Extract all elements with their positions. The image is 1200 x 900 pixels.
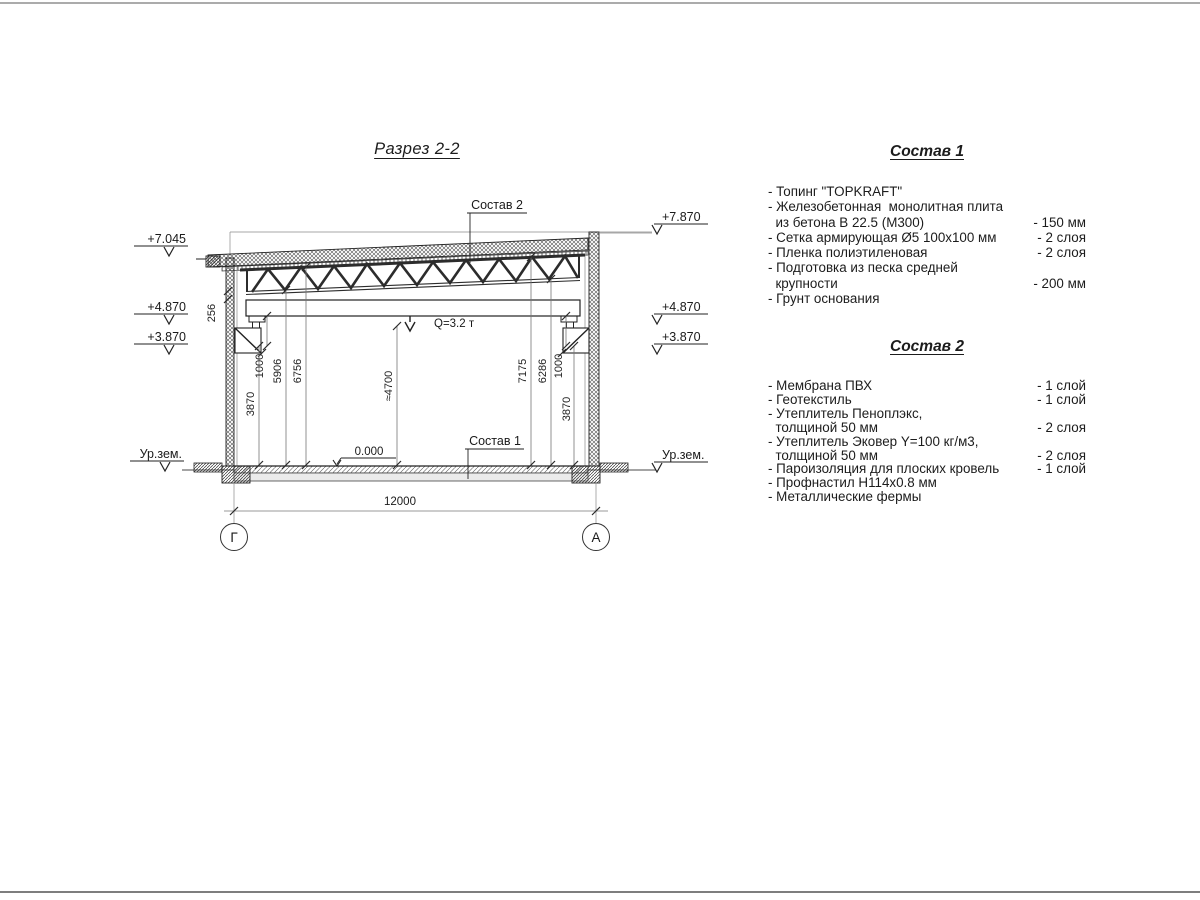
left-wall bbox=[226, 258, 237, 466]
material-quantity: - 2 слоя bbox=[1037, 245, 1086, 261]
left-column-bracket bbox=[235, 328, 266, 357]
zero-level-mark bbox=[333, 446, 396, 466]
dimension-6756 bbox=[292, 263, 310, 469]
material-label: - Геотекстиль bbox=[768, 391, 852, 407]
elevation-mark-icon bbox=[652, 225, 662, 234]
span-value: 12000 bbox=[384, 496, 416, 508]
material-label: крупности bbox=[768, 275, 838, 291]
crane-beam bbox=[246, 300, 580, 328]
material-quantity: - 200 мм bbox=[1033, 275, 1086, 291]
table-row bbox=[768, 230, 1086, 245]
table-row bbox=[768, 276, 1086, 291]
svg-text:+4.870: +4.870 bbox=[147, 300, 186, 314]
elevation-mark-icon bbox=[652, 463, 662, 472]
elevation-mark-icon bbox=[652, 345, 662, 354]
down-arrow-icon bbox=[333, 460, 341, 466]
material-label: - Профнастил Н114х0.8 мм bbox=[768, 475, 937, 491]
svg-text:Ур.зем.: Ур.зем. bbox=[139, 447, 182, 461]
elevation-mark-7045 bbox=[134, 232, 188, 256]
svg-text:5906: 5906 bbox=[272, 358, 284, 384]
material-label: - Металлические фермы bbox=[768, 489, 922, 505]
table-row bbox=[768, 260, 1086, 275]
table-row bbox=[768, 215, 1086, 230]
table-row bbox=[768, 245, 1086, 260]
svg-text:1000: 1000 bbox=[553, 353, 565, 379]
elevation-mark-icon bbox=[164, 247, 174, 256]
material-label: - Мембрана ПВХ bbox=[768, 378, 873, 393]
material-label: из бетона В 22.5 (М300) bbox=[768, 214, 925, 230]
svg-text:6286: 6286 bbox=[537, 358, 549, 384]
elevation-mark-7870 bbox=[600, 210, 708, 234]
table-row bbox=[768, 435, 1086, 449]
svg-text:+7.870: +7.870 bbox=[662, 210, 701, 224]
material-label: - Пароизоляция для плоских кровель bbox=[768, 461, 1000, 477]
table-row bbox=[768, 490, 1086, 504]
svg-text:3870: 3870 bbox=[245, 391, 257, 417]
material-label: - Железобетонная монолитная плита bbox=[768, 199, 1004, 215]
material-quantity: - 150 мм bbox=[1033, 214, 1086, 230]
table-row bbox=[768, 476, 1086, 490]
axis-letter: Г bbox=[230, 530, 238, 545]
svg-text:Состав 1: Состав 1 bbox=[469, 434, 521, 448]
elevation-mark-icon bbox=[160, 462, 170, 471]
svg-text:+3.870: +3.870 bbox=[662, 330, 701, 344]
section-title: Разрез 2-2 bbox=[374, 140, 460, 158]
svg-text:7175: 7175 bbox=[517, 358, 529, 384]
axis-letter: А bbox=[591, 530, 601, 545]
material-quantity: - 2 слоя bbox=[1037, 229, 1086, 245]
svg-text:≈4700: ≈4700 bbox=[383, 370, 395, 402]
svg-text:+4.870: +4.870 bbox=[662, 300, 701, 314]
composition-1-panel bbox=[768, 143, 1086, 306]
elevation-mark-4870-left bbox=[134, 300, 188, 324]
elevation-mark-4870-right bbox=[652, 300, 708, 324]
material-label: - Подготовка из песка средней bbox=[768, 260, 958, 276]
elevation-mark-icon bbox=[164, 315, 174, 324]
table-row bbox=[768, 421, 1086, 435]
table-row bbox=[768, 184, 1086, 199]
svg-text:Состав 2: Состав 2 bbox=[471, 198, 523, 212]
table-row bbox=[768, 199, 1086, 214]
material-quantity: - 1 слой bbox=[1037, 391, 1086, 407]
table-row bbox=[768, 462, 1086, 476]
composition-2-title: Состав 2 bbox=[890, 338, 964, 355]
material-label: толщиной 50 мм bbox=[768, 419, 878, 435]
svg-text:256: 256 bbox=[206, 303, 218, 323]
svg-text:6756: 6756 bbox=[292, 358, 304, 384]
table-row bbox=[768, 449, 1086, 463]
eave-edge bbox=[206, 256, 220, 267]
svg-text:0.000: 0.000 bbox=[354, 446, 384, 458]
svg-text:1000: 1000 bbox=[254, 353, 266, 379]
ground-level-mark-right bbox=[652, 448, 708, 472]
material-label: - Пленка полиэтиленовая bbox=[768, 245, 928, 261]
floor-slab bbox=[234, 466, 588, 481]
table-row bbox=[768, 407, 1086, 421]
svg-text:+7.045: +7.045 bbox=[147, 232, 186, 246]
material-quantity: - 2 слоя bbox=[1037, 447, 1086, 463]
dimension-12000 bbox=[224, 483, 608, 518]
material-quantity: - 1 слой bbox=[1037, 378, 1086, 393]
svg-text:3870: 3870 bbox=[561, 396, 573, 422]
svg-text:Ур.зем.: Ур.зем. bbox=[662, 448, 705, 462]
dimension-4700 bbox=[383, 322, 401, 469]
ground-level-mark-left bbox=[130, 447, 184, 471]
table-row bbox=[768, 291, 1086, 306]
elevation-mark-icon bbox=[164, 345, 174, 354]
material-quantity: - 1 слой bbox=[1037, 461, 1086, 477]
elevation-mark-3870-right bbox=[652, 330, 708, 354]
svg-text:+3.870: +3.870 bbox=[147, 330, 186, 344]
material-label: - Утеплитель Эковер Y=100 кг/м3, bbox=[768, 433, 979, 449]
elevation-mark-3870-left bbox=[134, 330, 188, 354]
material-label: - Грунт основания bbox=[768, 291, 880, 307]
material-label: - Топинг "TOPKRAFT" bbox=[768, 184, 903, 199]
crane-capacity-label: Q=3.2 т bbox=[434, 318, 475, 330]
composition-2-panel bbox=[768, 338, 1086, 504]
material-label: - Сетка армирующая Ø5 100х100 мм bbox=[768, 229, 997, 245]
material-label: толщиной 50 мм bbox=[768, 447, 878, 463]
material-label: - Утеплитель Пеноплэкс, bbox=[768, 405, 923, 421]
composition-1-title: Состав 1 bbox=[890, 143, 964, 160]
table-row bbox=[768, 379, 1086, 393]
axis-bubble-right bbox=[583, 518, 610, 551]
right-column-bracket bbox=[558, 328, 589, 357]
elevation-mark-icon bbox=[652, 315, 662, 324]
axis-bubble-left bbox=[221, 518, 248, 551]
roof-assembly bbox=[196, 238, 588, 271]
table-row bbox=[768, 393, 1086, 407]
material-quantity: - 2 слоя bbox=[1037, 419, 1086, 435]
crane-hook-icon bbox=[405, 316, 415, 331]
